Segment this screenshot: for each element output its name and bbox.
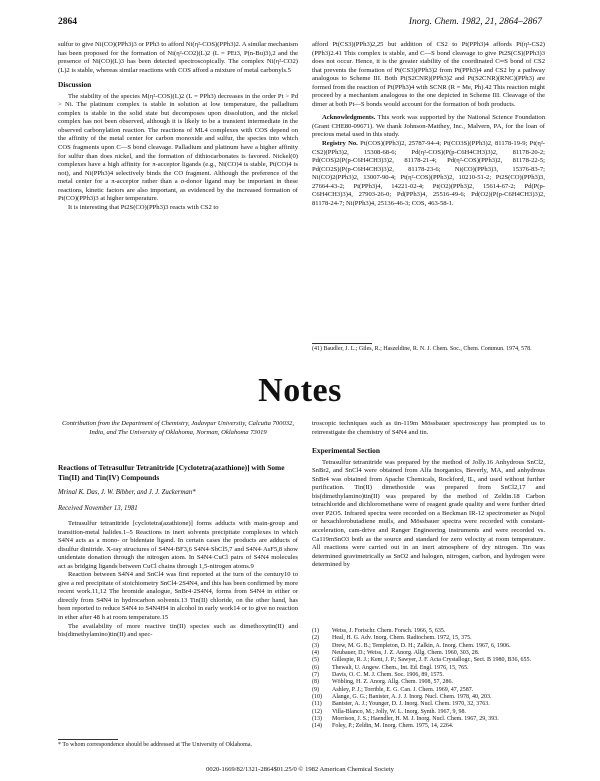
reference-41: (41) Baudler, J. L.; Giles, R.; Haszeldine, R. N. J. Chem. Soc., Chem. Commun. 1974, 578. (312, 346, 532, 352)
discussion-paragraph: It is interesting that Pt2S(CO)(PPh3)3 reacts with CS2 to (68, 203, 219, 211)
body-paragraph: troscopic techniques such as tin-119m Mössbauer spectroscopy has prompted us to reinvestigate the chemistry of S4N4 and tin. (312, 420, 545, 436)
ref-number: (5) (312, 657, 319, 664)
ref-text: Ashley, P. J.; Torrible, E. G. Can. J. Chem. 1969, 47, 2587. (332, 686, 474, 693)
reference-item (312, 694, 545, 701)
body-paragraph: The availability of more reactive tin(II) species such as dimethoxytin(II) and bis(dimethylamino)tin(II) and spec- (58, 622, 298, 639)
received-date: Received November 13, 1981 (58, 505, 138, 512)
bottom-left-column (58, 520, 298, 640)
ref-text: Davis, O. C. M. J. Chem. Soc. 1906, 89, 1575. (332, 672, 444, 679)
ref-number: (7) (312, 672, 319, 679)
acknowledgments (312, 114, 545, 140)
authors: Mrinal K. Das, J. W. Bibber, and J. J. Zuckerman* (58, 489, 196, 496)
ref-text: Foley, P.; Zeldin, M. Inorg. Chem. 1975, 14, 2264. (332, 723, 454, 730)
ref-text: Morrison, J. S.; Haendler, H. M. J. Inorg. Nucl. Chem. 1967, 29, 393. (332, 716, 499, 723)
ref-number: (4) (312, 650, 319, 657)
ref-number: (6) (312, 664, 319, 671)
ref-number: (2) (312, 635, 319, 642)
reference-item (312, 716, 545, 723)
discussion-heading: Discussion (58, 80, 92, 90)
reference-item (312, 657, 545, 664)
registry-heading: Registry No. (322, 140, 358, 148)
ref-number: (9) (312, 686, 319, 693)
section-title-notes: Notes (258, 372, 342, 409)
ack-heading: Acknowledgments. (322, 114, 376, 122)
reference-item (312, 709, 545, 716)
reference-list (312, 628, 545, 731)
reference-item (312, 665, 545, 672)
top-left-column (58, 41, 298, 212)
reference-item (312, 643, 545, 650)
reference-item (312, 672, 545, 679)
reference-divider (312, 343, 372, 344)
ref-text: Weiss, J. Fortschr. Chem. Forsch. 1966, 5, 635. (332, 628, 446, 634)
reference-item (312, 679, 545, 686)
body-paragraph: Reaction between S4N4 and SnCl4 was first reported at the turn of the century10 to give a red precipitate of stoichiometry SnCl4·2S4N4, and this has been confirmed by more recent work.11,12 The bromide analogue, SnBr4·2S4N4, forms from S4N4 in either or directly from S4N4 in hydrocarbon solvents.13 Tin(II) chloride, on the other hand, has been reported to reduce S4N4 to S4N4H4 in alcohol in early work14 or to give no reaction in ether after 48 h at room temperature.15 (58, 571, 298, 622)
ref-text: Drew, M. G. B.; Templeton, D. H.; Zalkin, A. Inorg. Chem. 1967, 6, 1906. (332, 642, 511, 649)
ref-number: (14) (312, 723, 322, 730)
ref-number: (12) (312, 708, 322, 715)
contribution-affiliation: Contribution from the Department of Chemistry, Jadavpur University, Calcutta 700032, India, and The University of Oklahoma, Norman, Oklahoma 73019 (62, 420, 294, 436)
experimental-paragraph: Tetrasulfur tetranitride was prepared by the method of Jolly.16 Anhydrous SnCl2, SnBr2, and SnCl4 were obtained from Alfa Inorganics, Beverly, MA, and anhydrous SnBr4 was obtained from Apache Chemicals, Rockford, IL, and used without further purification. Tin(II) dimethoxide was prepared from SnCl2,17 and bis(dimethylamino)tin(II) was prepared by the method of Zeldin.18 Carbon tetrachloride and dichloromethane were of reagent grade quality and were further dried over P2O5. Infrared spectra were recorded on a Beckman IR-12 spectrometer as Nujol or hexachlorobutadiene mulls, and Mössbauer spectra were recorded with constant-acceleration, cam-drive and Ranger Engineering instruments and were recorded vs. Ca119mSnO3 both as the source and standard for zero velocity at room temperature. All reactions were carried out in an inert atmosphere of dry nitrogen. Tin was determined gravimetrically as SnO2 and halogen, nitrogen, carbon, and hydrogen were determined by (312, 458, 545, 569)
ref-number: (13) (312, 716, 322, 723)
article-title: Reactions of Tetrasulfur Tetranitride [Cyclotetra(azathione)] with Some Tin(II) and Tin(IV) Compounds (58, 463, 285, 482)
body-paragraph: Tetrasulfur tetranitride [cyclotetra(azathione)] forms adducts with main-group and transition-metal halides.1–5 Reactions in inert solvents precipitate complexes in which S4N4 acts as a mono- or bidentate ligand. In certain cases the products are adducts of disulfur dinitride. X-ray structures of S4N4·BF3,6 S4N4·SbCl5,7 and S4N4·AsF5,8 show unidentate donation through the nitrogen atom. In S4N4·CuCl pairs of S4N4 molecules act as bridging ligands between CuCl chains through 1,5-nitrogen atoms.9 (58, 520, 298, 570)
footnote-divider (58, 739, 118, 740)
ref-text: Thewalt, U. Angew. Chem., Int. Ed. Engl. 1976, 15, 765. (332, 664, 469, 671)
reference-item (312, 723, 545, 730)
page-header (58, 15, 542, 29)
ref-text: Heal, H. G. Adv. Inorg. Chem. Radiochem. 1972, 15, 375. (332, 635, 472, 642)
ref-number: (11) (312, 701, 322, 708)
reference-item (312, 635, 545, 642)
ref-number: (1) (312, 628, 319, 634)
ref-text: Villa-Blanco, M.; Jolly, W. L. Inorg. Synth. 1967, 9, 98. (332, 708, 466, 715)
ref-number: (3) (312, 642, 319, 649)
reference-item (312, 628, 545, 635)
reference-item (312, 701, 545, 708)
experimental-heading: Experimental Section (312, 446, 380, 456)
ref-text: Gillespie, R. J.; Kent, J. P.; Sawyer, J. F. Acta Crystallogr., Sect. B 1980, B36, 655. (332, 657, 531, 664)
page-footer: 0020-1669/82/1321-2864$01.25/0 © 1982 American Chemical Society (206, 766, 394, 773)
top-right-column (312, 41, 545, 208)
reference-item (312, 687, 545, 694)
ref-text: Neubauer, D.; Weiss, J. Z. Anorg. Allg. Chem. 1960, 303, 28. (332, 650, 480, 657)
reference-item (312, 650, 545, 657)
page-number: 2864 (58, 17, 77, 27)
journal-citation: Inorg. Chem. 1982, 21, 2864–2867 (408, 17, 542, 27)
bottom-right-column (312, 420, 545, 570)
registry-text: Pt(COS)(PPh3)2, 25787-94-4; Pt(CO3S)(PPh3)2, 81178-19-9; Pt(η²-CS2)(PPh3)2, 15308-68-6; Pd(η²-COS)(P(p-C6H4CH3)3)2, 81178-20-2; Pd(COS)2(P(p-C6H4CH3)3)2, 81178-21-4; Pd(η²-COS)(PPh3)2, 81178-22-5; Pd(CO2S)(P(p-C6H4CH3)3)2, 81178-23-6; Ni(CO)(PPh3)3, 15376-83-7; Ni(CO)2(PPh3)2, 13007-90-4; Pt(η²-COS)(PPh3)2, 10210-51-2; Pt2S(CO)(PPh3)3, 27664-43-2; Pt(PPh3)4, 14221-02-4; Pt(O2)(PPh3)2, 15614-67-2; Pd(P(p-C6H4CH3)3)4, 27903-26-0; Pd(PPh3)4, 25516-49-6; Pd(O2)(P(p-C6H4CH3)3)2, 81178-24-7; Ni(PPh3)4, 25136-46-3; COS, 463-58-1. (312, 140, 545, 207)
ref-text: Wöbling, H. Z. Anorg. Allg. Chem. 1908, 57, 286. (332, 679, 454, 686)
footnote: * To whom correspondence should be addressed at The University of Oklahoma. (58, 742, 252, 748)
body-paragraph: afford Pt(CS3)(PPh3)2,25 but addition of CS2 to Pt(PPh3)4 affords Pt(η²-CS2)(PPh3)2.41 This complex is stable, and C—S bond cleavage to give Pt2S(CS)(PPh3)3 does not occur. Hence, it is the greater stability of the coordinated C═S bond of CS2 that prevents the formation of Pt(CS3)(PPh3)2 from Pt(PPh3)4 and CS2 by a pathway analogous to Scheme III. Both Pt(S2CNR)(PPh3)2 and Pt(S2CNR)(RNC)(PPh3) are formed from the reaction of Pt(PPh3)4 with SCNR (R = Me, Ph).42 This reaction might proceed by a mechanism analogous to the one depicted in Scheme III. Cleavage of the dimer at both Pt—S bonds would account for the formation of both products. (312, 41, 545, 108)
ref-text: Alange, G. G.; Banister, A. J. J. Inorg. Nucl. Chem. 1978, 40, 203. (332, 694, 492, 701)
intro-paragraph: sulfur to give Ni(CO)(PPh3)3 or PPh3 to afford Ni(η²-COS)(PPh3)2. A similar mechanism has been proposed for the formation of Ni(η²-CO2)(L)2 (L = PEt3, P(n-Bu)3),2 and the presence of Ni(CO)(L)3 has been detected spectroscopically. The complex Ni(η²-CO2)(L)2 is stable, whereas similar reactions with COS afford a mixture of metal carbonyls.5 (58, 41, 298, 74)
registry-numbers (312, 140, 545, 208)
ref-text: Banister, A. J.; Younger, D. J. Inorg. Nucl. Chem. 1970, 32, 3763. (332, 701, 490, 708)
ack-text: This work was supported by the National Science Foundation (Grant CHE80-09671). We thank Johnson-Matthey, Inc., Malvern, PA, for the loan of precious metal used in this study. (312, 114, 546, 139)
ref-number: (10) (312, 694, 322, 701)
discussion-paragraph: The stability of the species M(η²-COS)(L)2 (L = PPh3) decreases in the order Pt > Pd > Ni. The platinum complex is stable in solution at low temperature, the palladium complex is stable in the solid state but decomposes upon dissolution, and the nickel complex has not been observed, although it is likely to be a transient intermediate in the observed carbonylation reaction. The reactions of ML4 complexes with COS depend on the affinity of the metal center for carbon monoxide and sulfur, the species into which COS fragments upon C—S bond cleavage. Palladium and platinum have a higher affinity for sulfur than does nickel, and the formation of dithiocarbonates is favored. Nickel(0) complexes have a high affinity for π-acceptor ligands (e.g., Ni(CO)4 is stable, Pt(CO)4 is not), and Ni(PPh3)4 selectively binds the CO fragment. Although the preference of the metal center for a π-acceptor rather than a σ-donor ligand may be important in these reactions, kinetic factors are also important, as evidenced by the increased formation of Pt(CO)(PPh3)3 at higher temperature. (58, 92, 298, 203)
ref-number: (8) (312, 679, 319, 686)
